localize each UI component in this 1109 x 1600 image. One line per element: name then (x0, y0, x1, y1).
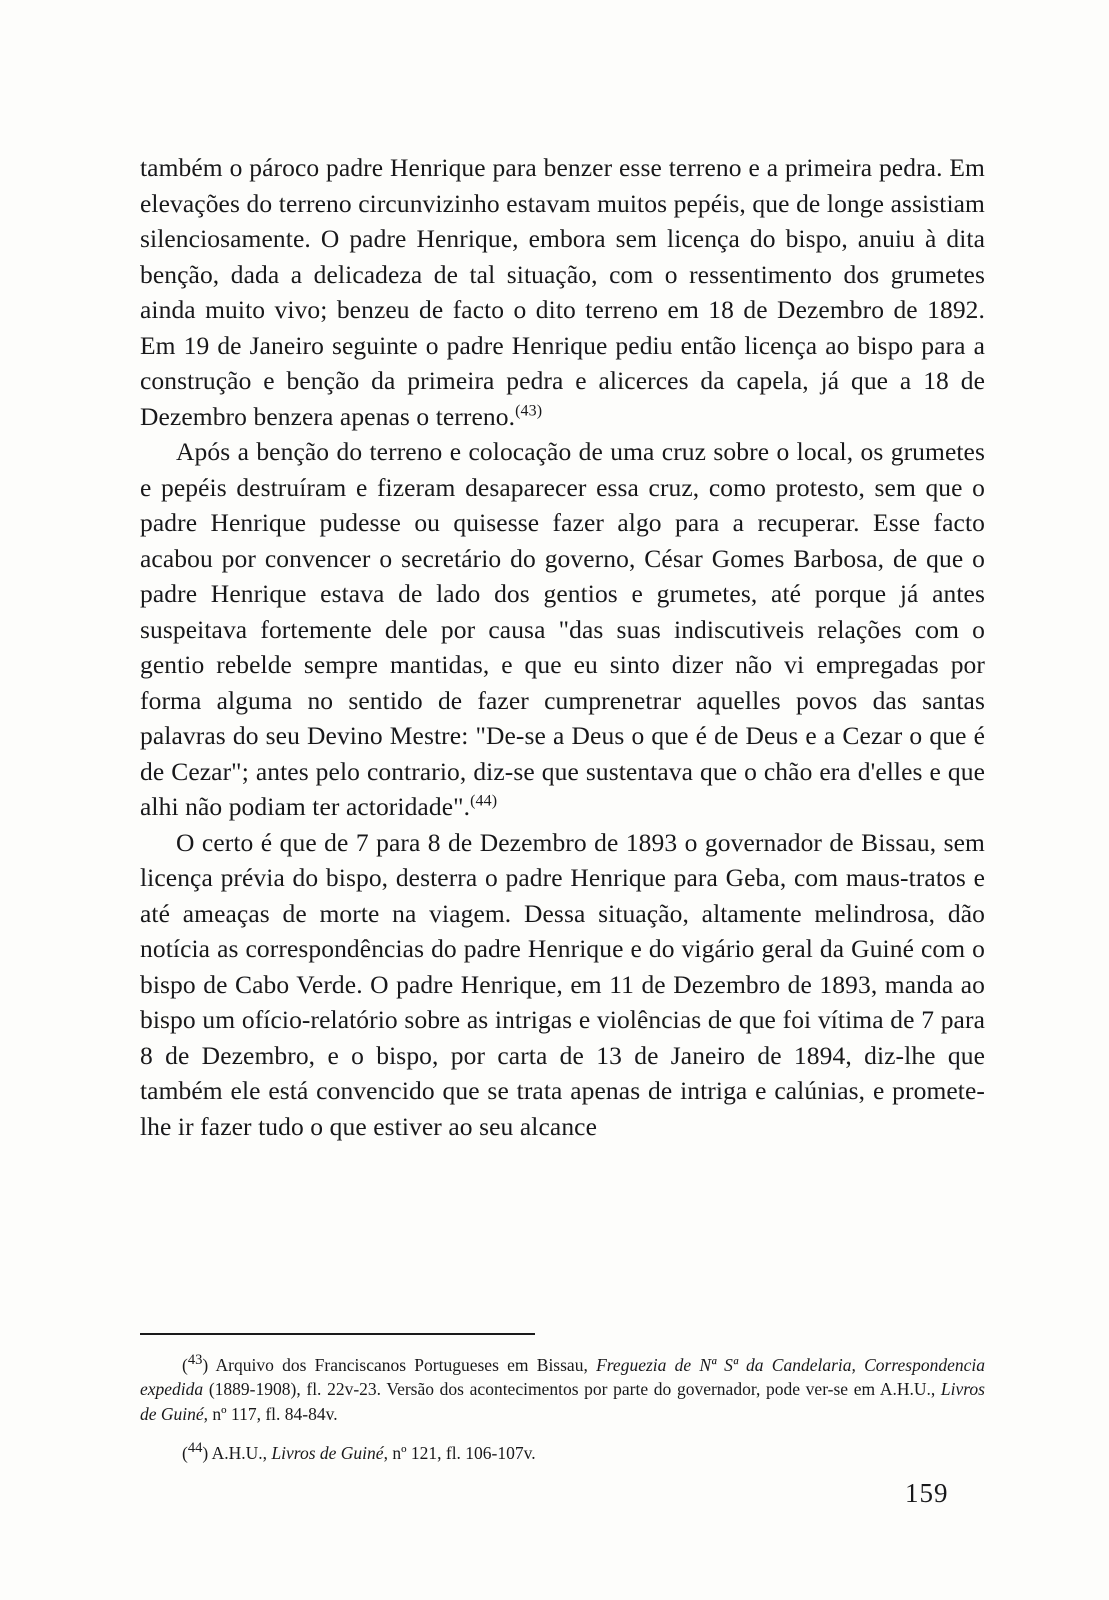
footnote-44 (140, 1436, 985, 1465)
footnotes-block (140, 1348, 985, 1476)
paragraph-2 (140, 434, 985, 825)
footnote-43-part-2: Freguezia de Nª Sª da Candelaria, Correspondencia expedida (140, 1354, 985, 1400)
paragraph-3 (140, 825, 985, 1145)
footnote-marker-44-number: 44 (475, 792, 492, 810)
footnote-marker-43: (43) (515, 402, 543, 419)
footnote-44-marker-number: 44 (187, 1440, 203, 1457)
paragraph-1-text: também o pároco padre Henrique para benzer esse terreno e a primeira pedra. Em elevações do terreno circunvizinho estavam muitos pepéis, que de longe assistiam silenciosamente. O padre Henrique, embora sem licença do bispo, anuiu à dita benção, dada a delicadeza de tal situação, com o ressentimento dos grumetes ainda muito vivo; benzeu de facto o dito terreno em 18 de Dezembro de 1892. Em 19 de Janeiro seguinte o padre Henrique pediu então licença ao bispo para a construção e benção da primeira pedra e alicerces da capela, já que a 18 de Dezembro benzera apenas o terreno. (140, 153, 985, 431)
footnote-43-part-1: ) Arquivo dos Franciscanos Portugueses em Bissau, (202, 1354, 597, 1375)
body-text-block (140, 150, 985, 1144)
footnote-marker-43-number: 43 (520, 402, 537, 419)
footnote-43-part-5: , nº 117, fl. 84-84v. (203, 1403, 338, 1424)
footnote-44-part-1: ) A.H.U., (202, 1443, 272, 1464)
footnote-43 (140, 1348, 985, 1426)
footnote-43-marker-number: 43 (187, 1352, 203, 1368)
paragraph-2-text: Após a benção do terreno e colocação de uma cruz sobre o local, os grumetes e pepéis destruíram e fizeram desaparecer essa cruz, como protesto, sem que o padre Henrique pudesse ou quisesse fazer algo para a recuperar. Esse facto acabou por convencer o secretário do governo, César Gomes Barbosa, de que o padre Henrique estava de lado dos gentios e grumetes, até porque já antes suspeitava fortemente dele por causa "das suas indiscutiveis relações com o gentio rebelde sempre mantidas, e que eu sinto dizer não vi empregadas por forma alguma no sentido de fazer cumprenetrar aquelles povos das santas palavras do seu Devino Mestre: "De-se a Deus o que é de Deus e a Cezar o que é de Cezar"; antes pelo contrario, diz-se que sustentava que o chão era d'elles e que alhi não podiam ter actoridade". (140, 437, 985, 821)
footnote-separator-rule (140, 1333, 535, 1335)
footnote-44-marker: ($^{44}$ (182, 1440, 203, 1464)
paragraph-1 (140, 150, 985, 434)
footnote-43-marker: ($^{43}$ (182, 1352, 203, 1375)
paragraph-3-text: O certo é que de 7 para 8 de Dezembro de 1893 o governador de Bissau, sem licença prévia do bispo, desterra o padre Henrique para Geba, com maus-tratos e até ameaças de morte na viagem. Dessa situação, altamente melindrosa, dão notícia as correspondências do padre Henrique e do vigário geral da Guiné com o bispo de Cabo Verde. O padre Henrique, em 11 de Dezembro de 1893, manda ao bispo um ofício-relatório sobre as intrigas e violências de que foi vítima de 7 para 8 de Dezembro, e o bispo, por carta de 13 de Janeiro de 1894, diz-lhe que também ele está convencido que se trata apenas de intriga e calúnias, e promete-lhe ir fazer tudo o que estiver ao seu alcance (140, 827, 985, 1141)
page-number: 159 (905, 1478, 949, 1508)
footnote-44-part-2: Livros de Guiné (271, 1443, 384, 1464)
footnote-44-part-3: , nº 121, fl. 106-107v. (383, 1443, 536, 1464)
footnote-marker-44: (44) (470, 792, 498, 810)
footnote-43-part-4: Livros de Guiné (140, 1379, 985, 1424)
footnote-43-part-3: (1889-1908), fl. 22v-23. Versão dos acontecimentos por parte do governador, pode ver-se em A.H.U., (203, 1379, 941, 1400)
